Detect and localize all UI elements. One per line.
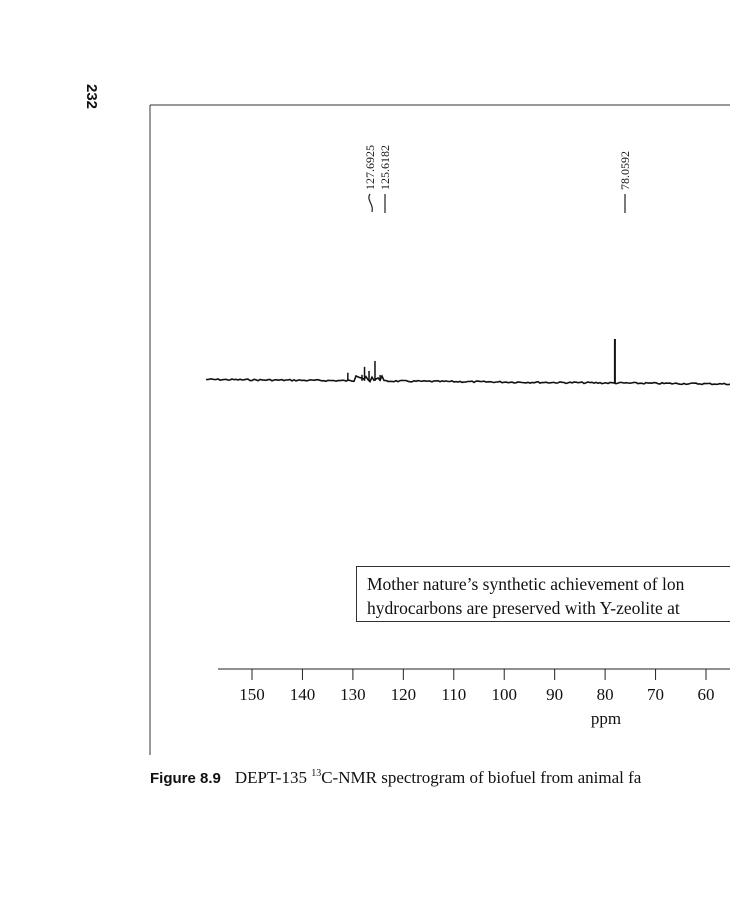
- peak-label: 127.6925: [363, 145, 377, 190]
- x-tick-label: 120: [390, 685, 417, 704]
- x-tick-label: 130: [340, 685, 366, 704]
- annotation-box: [356, 566, 730, 622]
- page-number: 232: [83, 84, 100, 110]
- peak-label: 125.6182: [378, 145, 392, 190]
- x-tick-label: 70: [647, 685, 665, 704]
- spectrum-peaks: [348, 339, 615, 383]
- x-tick-label: 80: [596, 685, 614, 704]
- annotation-line-1: Mother nature’s synthetic achievement of lon: [367, 574, 685, 594]
- x-axis-label: ppm: [590, 709, 622, 728]
- annotation-line-2: hydrocarbons are preserved with Y-zeolite at: [367, 598, 680, 618]
- caption-text-pre: DEPT-135: [234, 768, 312, 787]
- figure-label: Figure 8.9: [150, 770, 221, 787]
- x-tick-label: 140: [289, 685, 316, 704]
- x-tick-label: 90: [546, 685, 564, 704]
- x-axis-ticks: [239, 669, 714, 704]
- peak-label-leader: [369, 194, 372, 212]
- caption-superscript: 13: [311, 768, 322, 779]
- figure-caption: [150, 768, 730, 788]
- x-tick-label: 60: [697, 685, 715, 704]
- peak-labels: [363, 145, 632, 213]
- x-tick-label: 100: [491, 685, 517, 704]
- caption-text-post: C-NMR spectrogram of biofuel from animal fa: [321, 768, 642, 787]
- peak-label: 78.0592: [618, 151, 632, 190]
- x-tick-label: 150: [239, 685, 265, 704]
- x-tick-label: 110: [441, 685, 467, 704]
- spectrum-baseline: [206, 376, 730, 385]
